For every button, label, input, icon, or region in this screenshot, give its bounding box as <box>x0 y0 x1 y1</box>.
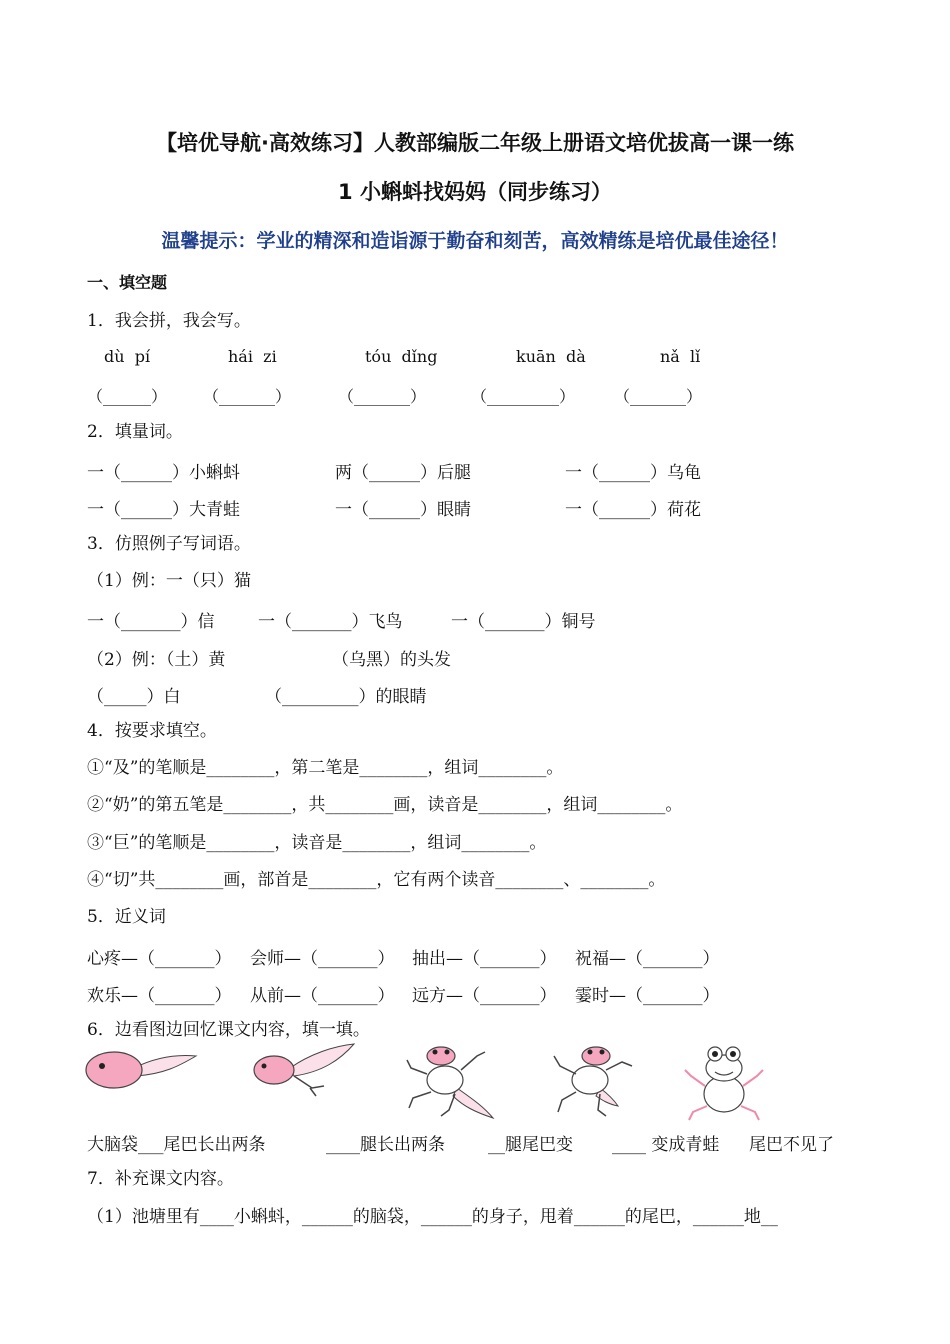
page-title: 【培优导航·高效练习】人教部编版二年级上册语文培优拔高一课一练 <box>156 131 794 155</box>
frog-tail-icon <box>405 1040 495 1120</box>
tadpole-legs-icon <box>250 1040 356 1100</box>
picture-caption: 尾巴不见了 <box>749 1135 834 1155</box>
measure-word-blank[interactable]: 一（______）荷花 <box>565 500 701 520</box>
word-blank[interactable]: 一（_______）飞鸟 <box>258 612 403 632</box>
measure-word-blank[interactable]: 两（______）后腿 <box>335 463 471 483</box>
example-2a: （2）例：（土）黄 <box>87 650 226 670</box>
picture-caption[interactable]: ____腿长出两条 <box>326 1135 445 1155</box>
question-3-label: 3．仿照例子写词语。 <box>87 534 251 554</box>
section-heading: 一、填空题 <box>87 273 168 292</box>
stroke-question-4[interactable]: ④“切”共________画，部首是________，它有两个读音________、________。 <box>87 870 666 890</box>
answer-blank-2[interactable]: （_______） <box>203 387 292 406</box>
synonym-blank[interactable]: 祝福—（_______） <box>575 949 720 969</box>
synonym-blank[interactable]: 抽出—（_______） <box>412 949 557 969</box>
word-blank[interactable]: （_____）白 <box>87 687 181 707</box>
pinyin-2: hái zi <box>228 347 277 366</box>
picture-caption[interactable]: ____ 变成青蛙 <box>612 1135 720 1155</box>
synonym-blank[interactable]: 从前—（_______） <box>250 986 395 1006</box>
lesson-title: 1 小蝌蚪找妈妈（同步练习） <box>338 180 612 204</box>
synonym-blank[interactable]: 会师—（_______） <box>250 949 395 969</box>
measure-word-blank[interactable]: 一（______）眼睛 <box>335 500 471 520</box>
stroke-question-3[interactable]: ③“巨”的笔顺是________，读音是________，组词________。 <box>87 833 547 853</box>
pinyin-1: dù pí <box>104 347 151 366</box>
measure-word-blank[interactable]: 一（______）大青蛙 <box>87 500 240 520</box>
synonym-blank[interactable]: 远方—（_______） <box>412 986 557 1006</box>
synonym-blank[interactable]: 霎时—（_______） <box>575 986 720 1006</box>
example-2b: （乌黑）的头发 <box>332 650 451 670</box>
answer-blank-5[interactable]: （_______） <box>614 387 703 406</box>
stroke-question-1[interactable]: ①“及”的笔顺是________，第二笔是________，组词________。 <box>87 758 564 778</box>
measure-word-blank[interactable]: 一（______）小蝌蚪 <box>87 463 240 483</box>
pinyin-5: nǎ lǐ <box>660 347 701 366</box>
question-2-label: 2．填量词。 <box>87 422 183 442</box>
word-blank[interactable]: 一（_______）信 <box>87 612 215 632</box>
frog-icon <box>683 1040 765 1122</box>
synonym-blank[interactable]: 欢乐—（_______） <box>87 986 232 1006</box>
tadpole-icon <box>84 1040 198 1096</box>
example-1: （1）例：一（只）猫 <box>87 571 251 591</box>
answer-blank-1[interactable]: （______） <box>87 387 168 406</box>
answer-blank-3[interactable]: （_______） <box>338 387 427 406</box>
question-6-label: 6．边看图边回忆课文内容，填一填。 <box>87 1020 370 1040</box>
word-blank[interactable]: （_________）的眼睛 <box>265 687 427 707</box>
stroke-question-2[interactable]: ②“奶”的第五笔是________，共________画，读音是________，组词________。 <box>87 795 683 815</box>
frog-short-tail-icon <box>548 1040 638 1120</box>
tip-text: 温馨提示：学业的精深和造诣源于勤奋和刻苦，高效精练是培优最佳途径！ <box>161 230 789 252</box>
synonym-blank[interactable]: 心疼—（_______） <box>87 949 232 969</box>
word-blank[interactable]: 一（_______）铜号 <box>451 612 596 632</box>
answer-blank-4[interactable]: （_________） <box>471 387 576 406</box>
question-7-label: 7．补充课文内容。 <box>87 1169 234 1189</box>
picture-caption[interactable]: 大脑袋___尾巴长出两条 <box>87 1135 266 1155</box>
question-1-label: 1．我会拼，我会写。 <box>87 311 251 331</box>
fill-in-text[interactable]: （1）池塘里有____小蝌蚪，______的脑袋，______的身子，甩着______的尾巴，______地__ <box>87 1207 778 1227</box>
question-4-label: 4．按要求填空。 <box>87 721 217 741</box>
pinyin-3: tóu dǐng <box>365 347 438 366</box>
measure-word-blank[interactable]: 一（______）乌龟 <box>565 463 701 483</box>
pinyin-4: kuān dà <box>516 347 586 366</box>
picture-caption[interactable]: __腿尾巴变 <box>488 1135 573 1155</box>
question-5-label: 5．近义词 <box>87 907 166 927</box>
